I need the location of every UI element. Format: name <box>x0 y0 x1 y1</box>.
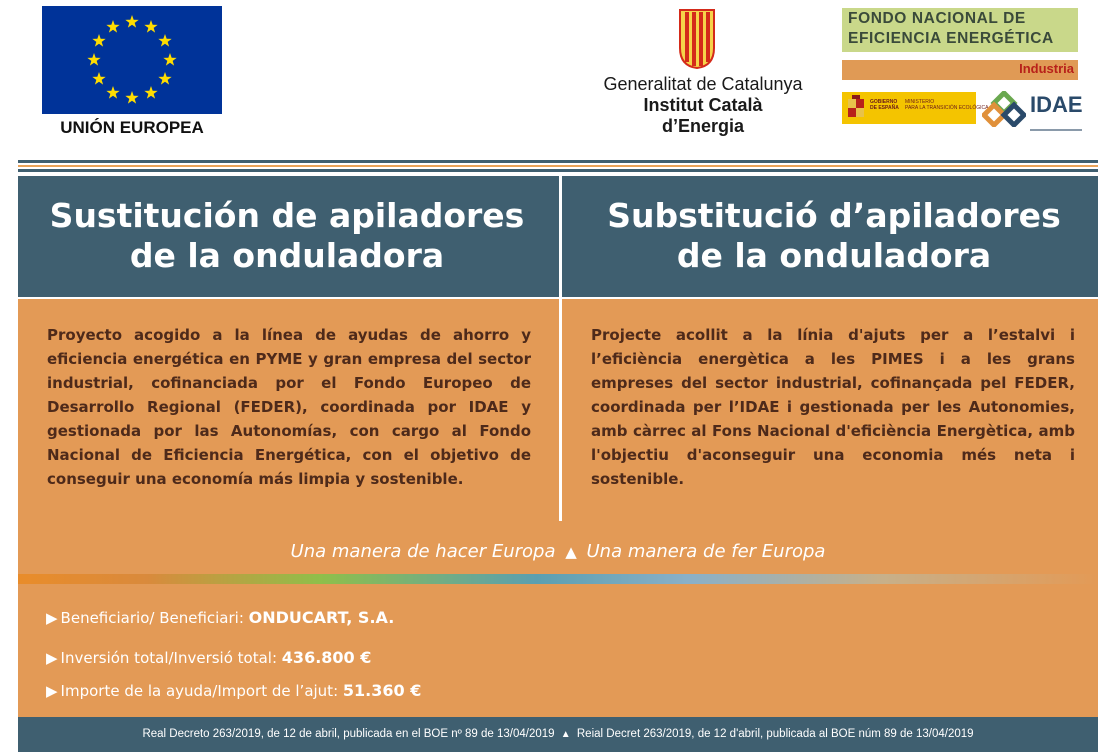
info-label: Inversión total/Inversió total: <box>60 649 282 667</box>
fnee-line-2: EFICIENCIA ENERGÉTICA <box>848 30 1054 47</box>
info-label: Importe de la ayuda/Import de l’ajut: <box>60 682 343 700</box>
info-value: ONDUCART, S.A. <box>248 608 395 627</box>
arrow-right-icon: ▶ <box>46 609 58 627</box>
footer-legal-text <box>18 728 1098 740</box>
gencat-line-2: Institut Català <box>643 95 763 115</box>
info-total-investment <box>46 648 371 667</box>
slogan-catalan: Una manera de fer Europa <box>586 541 826 562</box>
info-value: 436.800 € <box>281 648 372 667</box>
spanish-shield-icon <box>846 95 866 121</box>
gencat-line-3: d’Energia <box>661 116 745 136</box>
fnee-logo-title <box>848 9 1080 49</box>
footer-catalan: Reial Decret 263/2019, de 12 d'abril, publicada al BOE núm 89 de 13/04/2019 <box>576 728 974 740</box>
description-spanish: Proyecto acogido a la línea de ayudas de ahorro y eficiencia energética en PYME y gran empresa del sector industrial, cofinanciada por el Fondo Europeo de Desarrollo Regional (FEDER), coordinada por IDAE y gestionada por las Autonomías, con cargo al Fondo Nacional de Eficiencia Energética, con el objetivo de conseguir una economía más limpia y sostenible. <box>47 326 531 488</box>
slogan-spanish: Una manera de hacer Europa <box>290 541 556 562</box>
idae-mark-icon <box>982 91 1026 127</box>
title-catalan-line-2: de la onduladora <box>676 236 992 275</box>
triangle-icon: ▲ <box>560 729 571 740</box>
title-spanish-line-1: Sustitución de apiladores <box>49 196 525 235</box>
arrow-right-icon: ▶ <box>46 649 58 667</box>
idae-tagline-mark <box>1030 118 1082 123</box>
title-catalan <box>584 196 1084 276</box>
title-spanish <box>37 196 537 276</box>
gobierno-text: GOBIERNO DE ESPAÑA <box>870 99 899 111</box>
gencat-logo-text <box>588 74 818 137</box>
info-label: Beneficiario/ Beneficiari: <box>60 609 249 627</box>
catalan-flag-icon <box>678 8 716 70</box>
triangle-icon: ▲ <box>565 543 577 561</box>
fnee-line-1: FONDO NACIONAL DE <box>848 10 1026 27</box>
description-catalan: Projecte acollit a la línia d'ajuts per a l’estalvi i l’eficiència energètica a les PIMES i a les grans empreses del sector industrial, cofinançada pel FEDER, coordinada per l’IDAE i gestionada per les Autonomies, amb càrrec al Fons Nacional d'eficiència Energètica, amb l'objectiu d'aconseguir una economia més neta i sostenible. <box>591 326 1075 488</box>
fnee-sector-label: Industria <box>1019 61 1074 76</box>
rainbow-stripe <box>18 574 1098 584</box>
header-stripe-middle <box>18 165 1098 167</box>
column-divider <box>559 176 562 521</box>
title-separator-line <box>18 297 1098 299</box>
info-value: 51.360 € <box>342 681 422 700</box>
gencat-line-1: Generalitat de Catalunya <box>603 74 803 94</box>
eu-flag-logo <box>42 6 222 114</box>
title-catalan-line-1: Substitució d’apiladores <box>607 196 1061 235</box>
info-beneficiary <box>46 608 394 627</box>
header-stripe-bottom <box>18 169 1098 172</box>
arrow-right-icon: ▶ <box>46 682 58 700</box>
header-stripe-top <box>18 160 1098 163</box>
slogan <box>18 541 1098 562</box>
title-spanish-line-2: de la onduladora <box>129 236 445 275</box>
idae-label: IDAE <box>1030 92 1083 117</box>
footer-spanish: Real Decreto 263/2019, de 12 de abril, publicada en el BOE nº 89 de 13/04/2019 <box>142 728 555 740</box>
ministerio-text: MINISTERIO PARA LA TRANSICIÓN ECOLÓGICA <box>905 99 989 111</box>
eu-stars-icon <box>42 6 222 114</box>
eu-label: UNIÓN EUROPEA <box>60 118 204 137</box>
info-aid-amount <box>46 681 421 700</box>
